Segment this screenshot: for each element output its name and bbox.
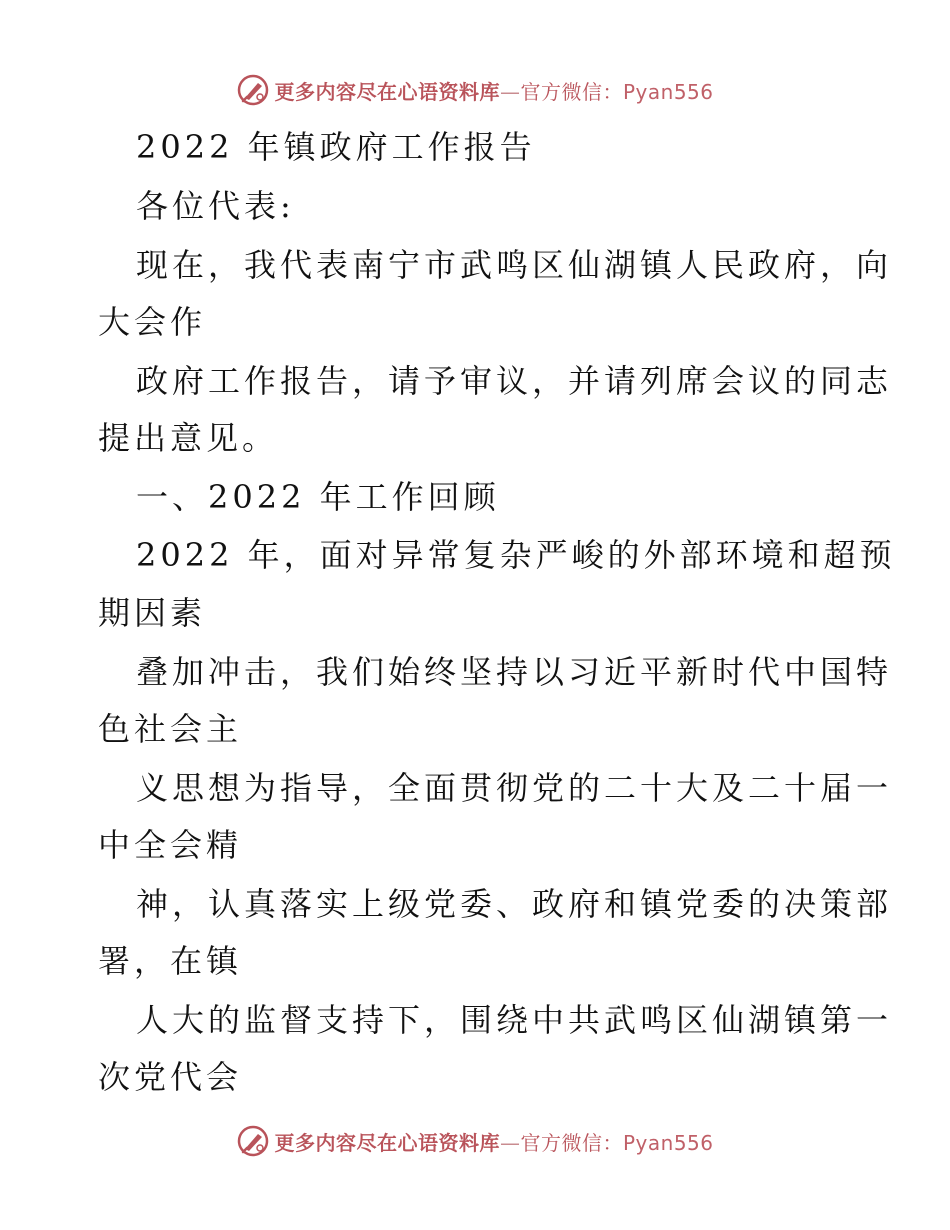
watermark-text — [274, 76, 713, 105]
paragraph-line: 2022 年，面对异常复杂严峻的外部环境和超预 — [136, 536, 896, 574]
watermark-cn: 更多内容尽在心语资料库 — [274, 79, 500, 104]
salutation: 各位代表: — [136, 187, 295, 225]
watermark-dash: — — [499, 1130, 521, 1155]
paragraph-line: 署，在镇 — [98, 942, 243, 980]
paragraph-line: 人大的监督支持下，围绕中共武鸣区仙湖镇第一 — [136, 1001, 893, 1039]
quill-logo-icon — [236, 73, 270, 107]
paragraph-line: 现在，我代表南宁市武鸣区仙湖镇人民政府，向 — [136, 246, 893, 284]
paragraph-line: 大会作 — [98, 303, 207, 341]
watermark-wechat-label: 官方微信： — [520, 79, 623, 104]
watermark-dash: — — [499, 79, 521, 104]
header-watermark — [0, 70, 950, 110]
paragraph-line: 期因素 — [98, 594, 207, 632]
watermark-text — [274, 1127, 713, 1156]
section-heading: 一、2022 年工作回顾 — [136, 478, 500, 516]
paragraph-line: 义思想为指导，全面贯彻党的二十大及二十届一 — [136, 769, 893, 807]
footer-watermark — [0, 1121, 950, 1161]
paragraph-line: 叠加冲击，我们始终坚持以习近平新时代中国特 — [136, 653, 893, 691]
paragraph-line: 次党代会 — [98, 1058, 243, 1096]
paragraph-line: 色社会主 — [98, 710, 243, 748]
paragraph-line: 中全会精 — [98, 826, 243, 864]
paragraph-line: 提出意见。 — [98, 419, 279, 457]
quill-logo-icon — [236, 1124, 270, 1158]
document-title: 2022 年镇政府工作报告 — [136, 128, 536, 166]
watermark-wechat-label: 官方微信： — [520, 1130, 623, 1155]
paragraph-line: 政府工作报告，请予审议，并请列席会议的同志 — [136, 362, 893, 400]
paragraph-line: 神，认真落实上级党委、政府和镇党委的决策部 — [136, 885, 893, 923]
watermark-wechat-id: Pyan556 — [622, 79, 714, 104]
watermark-cn: 更多内容尽在心语资料库 — [274, 1130, 500, 1155]
watermark-wechat-id: Pyan556 — [622, 1130, 714, 1155]
